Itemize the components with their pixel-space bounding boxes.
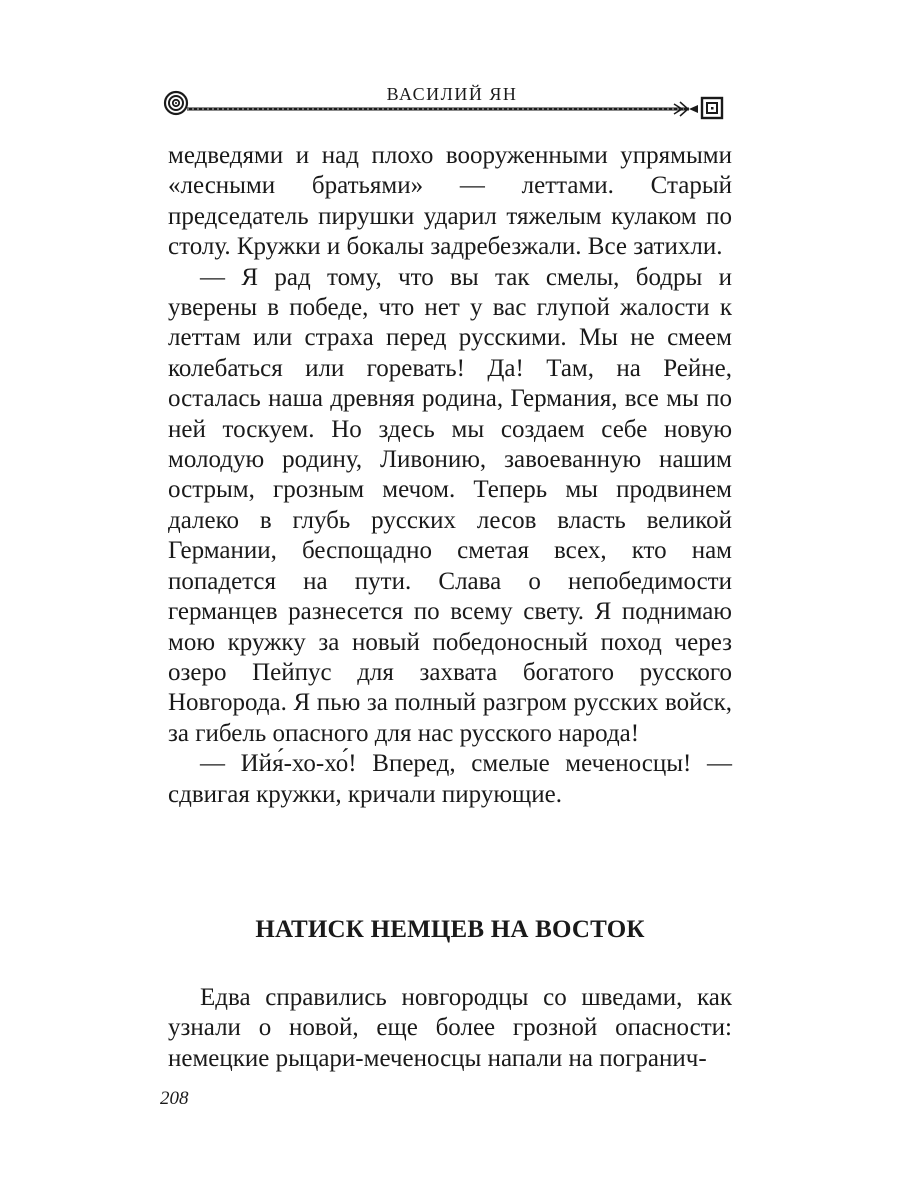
page-number: 208	[160, 1088, 189, 1109]
paragraph-section-start: Едва справились новгородцы со шведами, как узнали о новой, еще более грозной опасности: немецкие рыцари-меченосцы напали на погранич-	[168, 984, 732, 1072]
section-heading: НАТИСК НЕМЦЕВ НА ВОСТОК	[255, 916, 645, 943]
paragraph-speech: — Я рад тому, что вы так смелы, бодры и уверены в победе, что нет у вас глупой жалости к леттам или страха перед русскими. Мы не смеем колебаться или горевать! Да! Там, на Рейне, осталась наша древняя родина, Германия, все мы по ней тоскуем. Но здесь мы создаем себе новую молодую родину, Ливонию, завоеванную нашим острым, грозным мечом. Теперь мы продвинем далеко в глубь русских лесов власть великой Германии, беспощадно сметая всех, кто нам попадется на пути. Слава о непобедимости германцев разнесется по всему свету. Я поднимаю мою кружку за новый победоносный поход через озеро Пейпус для захвата богатого русского Новгорода. Я пью за полный разгром русских войск, за гибель опасного для нас русского народа!	[168, 263, 732, 747]
paragraph-cheer: — Ийя́-хо-хо́! Вперед, смелые меченосцы! — сдвигая кружки, кричали пирующие.	[168, 750, 732, 808]
running-title: ВАСИЛИЙ ЯН	[386, 84, 518, 104]
paragraph-continuation: медведями и над плохо вооруженными упрямыми «лесными братьями» — леттами. Старый председатель пирушки ударил тяжелым кулаком по столу. Кружки и бокалы задребезжали. Все затихли.	[168, 142, 732, 261]
body-text-bottom	[168, 983, 732, 1074]
body-text-top	[168, 141, 732, 810]
running-header	[162, 82, 742, 122]
